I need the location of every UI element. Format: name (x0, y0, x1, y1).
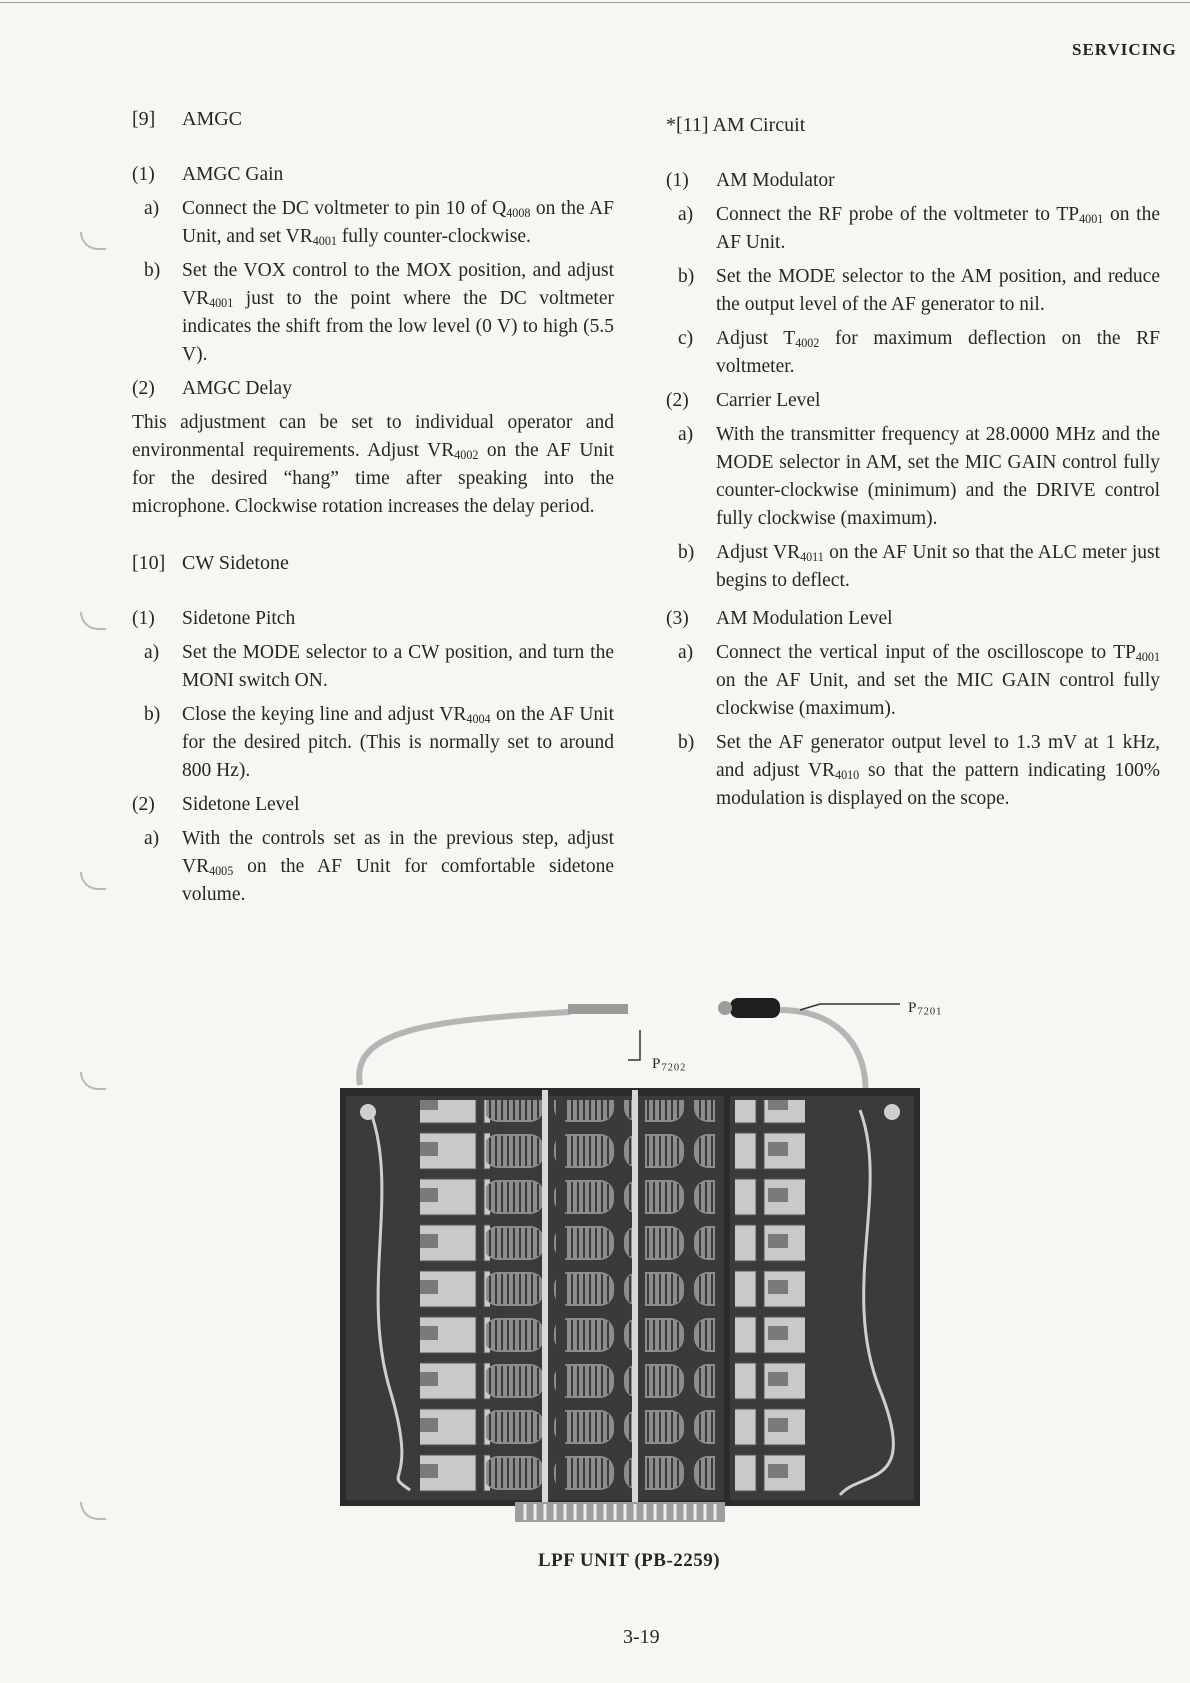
subsection-9-1-heading: (1) AMGC Gain (132, 164, 284, 185)
page-header: SERVICING (1072, 40, 1177, 59)
step-11-3-a: a) Connect the vertical input of the oscilloscope to $TP_{4001}$ on the AF Unit, and set the MIC GAIN control fully clockwise (maximum). (678, 642, 1160, 719)
subsection-10-2-heading: (2) Sidetone Level (132, 794, 300, 815)
step-10-1-b: b) Close the keying line and adjust $VR_{4004}$ on the AF Unit for the desired pitch. (This is normally set to around 800 Hz). (144, 704, 614, 781)
section-10-heading: [10] CW Sidetone (132, 552, 289, 574)
connector-label-p7201: $P_{7201}$ (908, 1000, 943, 1018)
lpf-unit-photo (340, 990, 920, 1530)
left-column (132, 105, 614, 909)
connector-label-p7202: $P_{7202}$ (652, 1056, 687, 1074)
step-9-1-b: b) Set the VOX control to the MOX position, and adjust $VR_{4001}$ just to the point where the DC voltmeter indicates the shift from the low level (0 V) to high (5.5 V). (144, 260, 614, 365)
top-rule (0, 2, 1190, 3)
step-11-1-c: c) Adjust $T_{4002}$ for maximum deflection on the RF voltmeter. (678, 328, 1160, 377)
margin-mark (80, 1072, 106, 1090)
figure-caption: LPF UNIT (PB-2259) (538, 1550, 721, 1571)
margin-mark (80, 232, 106, 250)
right-column (666, 105, 1160, 813)
subsection-11-1-heading: (1) AM Modulator (666, 170, 835, 191)
section-9-heading: [9] AMGC (132, 108, 243, 130)
subsection-10-1-heading: (1) Sidetone Pitch (132, 608, 296, 629)
step-11-1-a: a) Connect the RF probe of the voltmeter to $TP_{4001}$ on the AF Unit. (678, 204, 1161, 253)
step-11-1-b: b) Set the MODE selector to the AM position, and reduce the output level of the AF generator to nil. (678, 266, 1160, 315)
step-9-1-a: a) Connect the DC voltmeter to pin 10 of $Q_{4008}$ on the AF Unit, and set $VR_{4001}$ fully counter-clockwise. (144, 198, 614, 249)
paragraph-amgc-delay: This adjustment can be set to individual operator and environmental requirements. Adjust $VR_{4002}$ on the AF Unit for the desired “hang” time after speaking into the microphone. Clockwise rotation increases the delay period. (132, 412, 614, 517)
section-11-heading: *[11] AM Circuit (666, 114, 806, 136)
subsection-11-2-heading: (2) Carrier Level (666, 390, 821, 411)
subsection-9-2-heading: (2) AMGC Delay (132, 378, 292, 399)
subsection-11-3-heading: (3) AM Modulation Level (666, 608, 893, 629)
step-10-1-a: a) Set the MODE selector to a CW position, and turn the MONI switch ON. (144, 642, 614, 691)
margin-mark (80, 1502, 106, 1520)
margin-mark (80, 872, 106, 890)
step-10-2-a: a) With the controls set as in the previous step, adjust $VR_{4005}$ on the AF Unit for comfortable sidetone volume. (144, 828, 614, 905)
page-number: 3-19 (623, 1626, 660, 1648)
step-11-2-a: a) With the transmitter frequency at 28.0000 MHz and the MODE selector in AM, set the MIC GAIN control fully counter-clockwise (minimum) and the DRIVE control fully clockwise (maximum). (678, 424, 1160, 529)
step-11-2-b: b) Adjust $VR_{4011}$ on the AF Unit so that the ALC meter just begins to deflect. (678, 542, 1160, 591)
margin-mark (80, 612, 106, 630)
step-11-3-b: b) Set the AF generator output level to 1.3 mV at 1 kHz, and adjust $VR_{4010}$ so that the pattern indicating 100% modulation is displayed on the scope. (678, 732, 1160, 809)
